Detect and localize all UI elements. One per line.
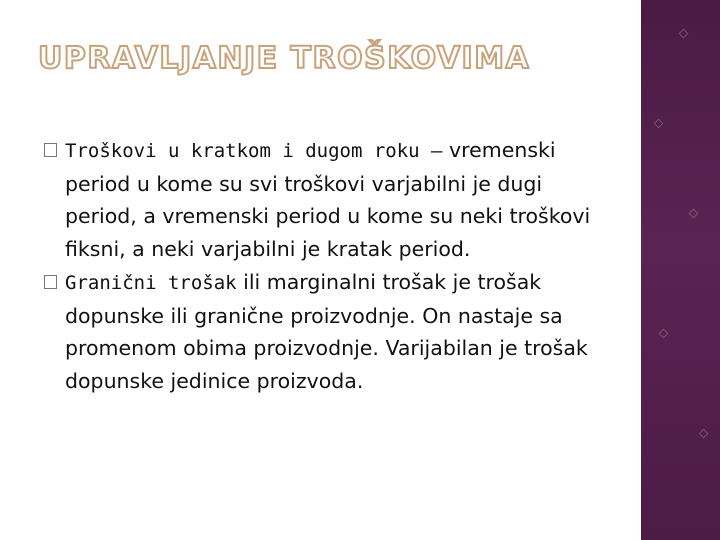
slide-title: UPRAVLJANJE TROŠKOVIMA — [38, 41, 531, 76]
decorative-diamond-icon — [679, 29, 689, 39]
bullet-text: vremenski period u kome su svi troškovi varjabilni je dugi period, a vremenski period u kome su neki troškovi fiksni, a neki varjabilni je kratak period. — [65, 138, 591, 262]
bullet-box-icon — [44, 275, 57, 289]
bullet-lead: Granični trošak — [65, 271, 237, 294]
decorative-diamond-icon — [654, 119, 664, 129]
bullet-text: ili marginalni trošak je trošak dopunske ili granične proizvodnje. On nastaje sa promenom obima proizvodnje. Varijabilan je trošak dopunske jedinice proizvoda. — [65, 269, 588, 393]
bullet-item — [44, 266, 604, 398]
bullet-box-icon — [44, 143, 57, 157]
bullet-list — [44, 134, 604, 398]
bullet-item — [44, 134, 604, 266]
decorative-diamond-icon — [659, 329, 669, 339]
side-panel — [641, 0, 720, 540]
bullet-lead: Troškovi u kratkom i dugom roku – — [65, 140, 443, 162]
decorative-diamond-icon — [689, 209, 699, 219]
decorative-diamond-icon — [699, 429, 709, 439]
